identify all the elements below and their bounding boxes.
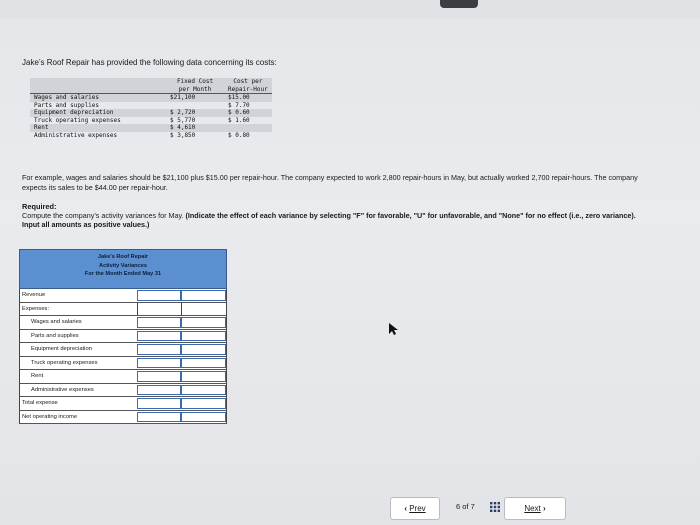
cost-row-label: Rent <box>34 124 49 131</box>
chevron-left-icon: ‹ <box>404 504 407 513</box>
amount-input[interactable] <box>137 398 182 409</box>
effect-select[interactable] <box>181 344 226 355</box>
cost-row-per-hour: $15.00 <box>228 94 250 101</box>
amount-input[interactable] <box>137 358 182 369</box>
cost-data-table <box>30 78 272 139</box>
amount-input[interactable] <box>137 344 182 355</box>
row-label: Expenses: <box>22 305 50 312</box>
cost-row-per-hour: $ 1.60 <box>228 116 250 124</box>
row-label: Administrative expenses <box>31 386 94 393</box>
effect-select[interactable] <box>181 290 226 301</box>
report-period: For the Month Ended May 31 <box>84 271 162 277</box>
cost-row <box>30 124 272 132</box>
amount-input[interactable] <box>137 290 182 301</box>
cost-row <box>30 132 272 140</box>
amount-input[interactable] <box>137 412 182 423</box>
required-heading: Required: <box>22 202 57 211</box>
report-title: Activity Variances <box>99 262 147 269</box>
cost-row-label: Equipment depreciation <box>34 109 114 116</box>
effect-select[interactable] <box>181 385 226 396</box>
cost-row-fixed: $ 3,850 <box>170 131 196 139</box>
example-paragraph: For example, wages and salaries should be $21,100 plus $15.00 per repair-hour. The company expected to work 2,800 repair-hours in May, but actually worked 2,700 repair-hours. The company expects its sales to be $44.00 per repair-hour. <box>22 173 638 192</box>
cost-row-fixed: $ 5,770 <box>170 116 196 124</box>
row-label: Equipment depreciation <box>31 346 92 352</box>
cost-row-fixed <box>166 102 224 110</box>
cost-row-fixed: $ 4,610 <box>170 124 196 131</box>
row-label: Revenue <box>22 292 46 298</box>
mouse-cursor-icon <box>388 322 400 336</box>
table-row <box>19 316 227 330</box>
row-label: Net operating income <box>22 413 78 420</box>
amount-input[interactable] <box>137 331 182 342</box>
top-bar <box>0 0 700 18</box>
cost-per-header-1: Cost per <box>233 78 263 85</box>
row-label: Total expense <box>22 400 58 406</box>
table-row <box>19 289 227 303</box>
next-button[interactable] <box>504 497 566 520</box>
next-label: Next <box>524 504 541 513</box>
effect-select[interactable] <box>181 371 226 382</box>
cost-row-label: Parts and supplies <box>34 101 100 109</box>
amount-input[interactable] <box>137 385 182 396</box>
fixed-cost-header-1: Fixed Cost <box>176 78 214 85</box>
effect-select[interactable] <box>181 358 226 369</box>
cost-row-label: Truck operating expenses <box>34 116 121 124</box>
cost-row-label: Wages and salaries <box>34 94 100 101</box>
prev-button[interactable] <box>390 497 440 520</box>
prev-label: Prev <box>409 504 426 513</box>
cost-row-per-hour: $ 0.80 <box>228 131 250 139</box>
cost-row-per-hour: $ 0.60 <box>228 109 250 116</box>
required-note: (Indicate the effect of each variance by selecting "F" for favorable, "U" for unfavorable, and "None" for no effect (i.e., zero variance). Input all amounts as positive values.) <box>22 211 636 229</box>
page-total: 7 <box>470 502 475 511</box>
cost-row-fixed: $21,100 <box>170 94 196 101</box>
page-of: of <box>462 502 469 511</box>
row-label: Wages and salaries <box>31 319 82 325</box>
required-text <box>22 211 642 229</box>
row-label: Rent <box>31 373 44 379</box>
table-row <box>19 411 227 425</box>
chevron-right-icon: › <box>543 504 546 513</box>
cost-row <box>30 117 272 125</box>
table-row <box>19 357 227 371</box>
intro-text: Jake’s Roof Repair has provided the following data concerning its costs: <box>22 58 277 67</box>
effect-select[interactable] <box>181 317 226 328</box>
table-row <box>19 370 227 384</box>
table-row <box>19 330 227 344</box>
cost-row-per-hour: $ 7.70 <box>228 101 250 109</box>
fixed-cost-header-2: per Month <box>166 86 224 94</box>
table-row <box>19 397 227 411</box>
cost-row-fixed: $ 2,720 <box>170 109 196 116</box>
variance-table-header <box>19 249 227 289</box>
table-row <box>19 303 227 317</box>
activity-variance-table <box>19 249 227 424</box>
cost-per-header-2: Repair-Hour <box>224 86 272 94</box>
table-row <box>19 343 227 357</box>
cost-row <box>30 102 272 110</box>
amount-input[interactable] <box>137 317 182 328</box>
effect-select[interactable] <box>181 331 226 342</box>
row-label: Parts and supplies <box>31 332 79 339</box>
effect-select[interactable] <box>181 412 226 423</box>
cost-row-per-hour <box>224 124 272 132</box>
required-instruction: Compute the company’s activity variances for May. <box>22 211 184 220</box>
company-name: Jake's Roof Repair <box>97 254 149 260</box>
grid-icon[interactable] <box>490 502 500 512</box>
table-row <box>19 384 227 398</box>
effect-select[interactable] <box>181 398 226 409</box>
page-current: 6 <box>456 502 461 511</box>
row-label: Truck operating expenses <box>31 359 98 366</box>
page-indicator <box>456 502 475 511</box>
cost-row <box>30 94 272 102</box>
cost-row <box>30 109 272 117</box>
cost-row-label: Administrative expenses <box>34 131 118 139</box>
amount-input[interactable] <box>137 371 182 382</box>
top-tab-indicator <box>440 0 478 8</box>
question-navigation <box>386 494 572 520</box>
